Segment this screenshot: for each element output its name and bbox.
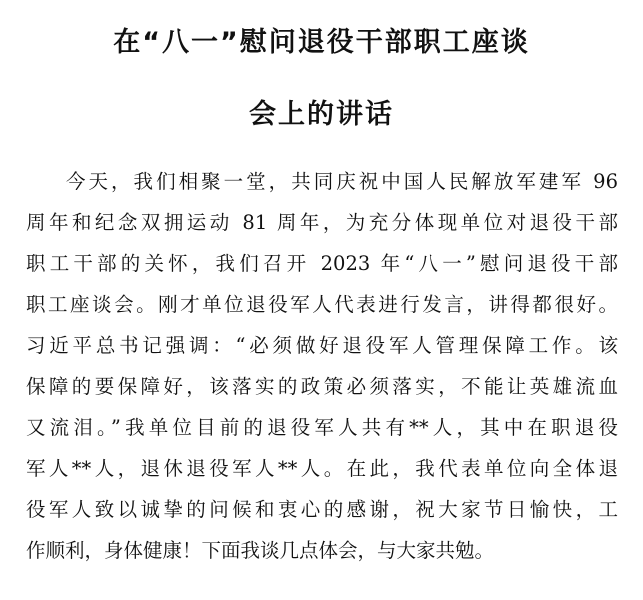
body-line-3: 职工干部的关怀，我们召开 2023 年“八一”慰问退役干部 <box>26 252 618 275</box>
body-line-4: 职工座谈会。刚才单位退役军人代表进行发言，讲得都很好。 <box>26 293 618 316</box>
body-line-5: 习近平总书记强调：“必须做好退役军人管理保障工作。该 <box>26 334 618 357</box>
body-line-10: 作顺利，身体健康！下面我谈几点体会，与大家共勉。 <box>26 539 495 562</box>
document-title-line-2: 会上的讲话 <box>249 99 394 130</box>
body-line-1: 今天，我们相聚一堂，共同庆祝中国人民解放军建军 96 <box>66 170 618 193</box>
body-line-7: 又流泪。”我单位目前的退役军人共有**人，其中在职退役 <box>26 416 618 439</box>
body-line-9: 役军人致以诚挚的问候和衷心的感谢，祝大家节日愉快，工 <box>26 498 618 521</box>
document-title-line-1: 在“八一”慰问退役干部职工座谈 <box>113 27 530 58</box>
body-line-2: 周年和纪念双拥运动 81 周年，为充分体现单位对退役干部 <box>26 211 618 234</box>
body-line-6: 保障的要保障好，该落实的政策必须落实，不能让英雄流血 <box>26 375 618 398</box>
body-line-8: 军人**人，退休退役军人**人。在此，我代表单位向全体退 <box>26 457 618 480</box>
